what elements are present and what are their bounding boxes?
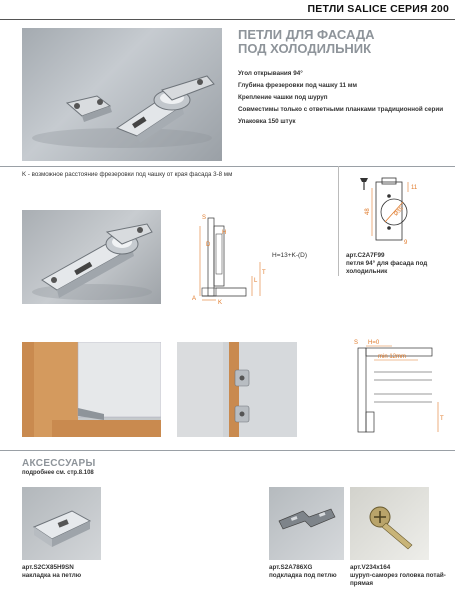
accessory-screw-caption	[350, 564, 450, 588]
dim-9: 9	[404, 240, 408, 246]
spec-cup-depth: Глубина фрезеровки под чашку 11 мм	[238, 82, 358, 89]
accessories-title: АКСЕССУАРЫ	[22, 458, 96, 469]
accessories-divider	[0, 450, 455, 451]
header-divider	[0, 19, 455, 20]
hero-title-line2: ПОД ХОЛОДИЛЬНИК	[238, 41, 372, 56]
spec-compatibility: Совместимы только с ответными планками традиционной серии	[238, 106, 444, 113]
k-note: K - возможное расстояние фрезеровки под чашку от края фасада 3-8 мм	[22, 171, 233, 178]
screw-illustration	[350, 487, 429, 560]
spec-opening-angle: Угол открывания 94°	[238, 70, 303, 77]
accessories-subtitle: подробнее см. стр.8.108	[22, 470, 94, 476]
header-bar	[0, 0, 455, 20]
accessory-cover-art: арт.S2CX85H9SN	[22, 564, 74, 571]
fridge-hinge-illustration	[177, 342, 297, 437]
spec-list	[238, 70, 448, 130]
fridge-dim-min: min 12mm	[378, 354, 407, 360]
accessory-shim-caption	[269, 564, 359, 580]
dim-48: 48	[365, 208, 371, 215]
side-section-diagram	[176, 212, 268, 304]
section-divider	[0, 166, 455, 167]
dim-k: K	[218, 300, 223, 304]
main-product-desc: петля 94° для фасада под холодильник	[346, 260, 428, 275]
dim-d: D	[206, 242, 211, 248]
dim-t: T	[262, 270, 266, 276]
fridge-dim-t: T	[440, 416, 444, 422]
dim-s: S	[202, 215, 207, 221]
hero-title	[238, 28, 438, 56]
accessory-screw-photo	[350, 487, 429, 560]
hinge-illustration-closeup	[22, 210, 161, 304]
h-formula: H=13+K-(D)	[272, 252, 308, 259]
accessory-shim-art: арт.S2A786XG	[269, 564, 313, 571]
dim-l: L	[254, 278, 258, 284]
fridge-section-diagram	[348, 336, 448, 440]
accessory-shim-desc: подкладка под петлю	[269, 572, 337, 579]
accessory-cover-caption	[22, 564, 132, 580]
dim-a: A	[192, 296, 197, 302]
main-product-art: арт.C2A7F99	[346, 252, 385, 259]
accessory-cover-desc: накладка на петлю	[22, 572, 82, 579]
fridge-dim-h: H=0	[368, 340, 380, 346]
hinge-main-photo	[22, 28, 222, 161]
dim-11: 11	[411, 185, 418, 191]
dim-h: H	[222, 230, 227, 236]
hinge-closeup-photo	[22, 210, 161, 304]
cup-dimension-drawing	[352, 172, 447, 247]
accessory-screw-art: арт.V234x164	[350, 564, 391, 571]
fridge-door-photo	[22, 342, 161, 437]
page-title: ПЕТЛИ SALICE СЕРИЯ 200	[307, 3, 449, 15]
accessory-shim-photo	[269, 487, 344, 560]
shim-plate-illustration	[269, 487, 344, 560]
main-product-caption	[346, 252, 446, 276]
hinge-illustration-main	[22, 28, 222, 161]
spec-packaging: Упаковка 150 штук	[238, 118, 296, 125]
fridge-door-illustration	[22, 342, 161, 437]
fridge-hinge-photo	[177, 342, 297, 437]
accessory-screw-desc: шуруп-саморез головка потай-прямая	[350, 572, 446, 587]
fridge-dim-s: S	[354, 340, 359, 346]
dim-diameter: Ø35	[393, 205, 405, 218]
hero-title-line1: ПЕТЛИ ДЛЯ ФАСАДА	[238, 27, 375, 42]
spec-mounting: Крепление чашки под шуруп	[238, 94, 328, 101]
cover-cap-illustration	[22, 487, 101, 560]
accessory-cover-photo	[22, 487, 101, 560]
vertical-divider	[338, 166, 339, 276]
